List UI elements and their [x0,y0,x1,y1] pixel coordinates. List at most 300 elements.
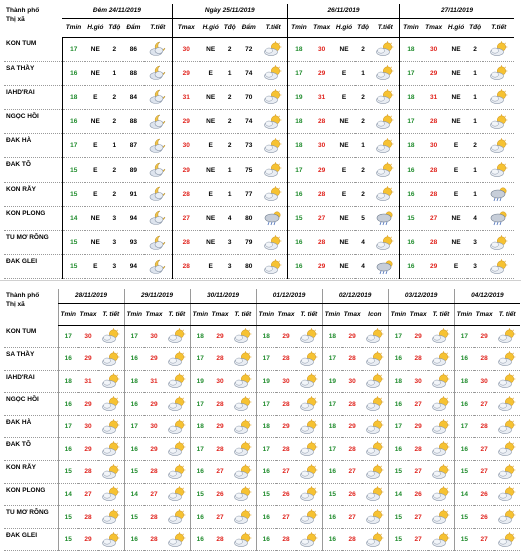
weather-cell [296,528,322,551]
sun-cloud-icon [489,235,509,251]
weather-cell [144,37,172,61]
tmax-value: 29 [84,536,92,544]
tmax-value: 30 [430,45,438,53]
column-header: Tđộ [467,18,484,37]
weather-cell [494,348,520,371]
column-header: Tmax [408,303,428,325]
corner-header: Thành phố Thị xã [6,292,40,308]
weather-cell [362,506,388,529]
tmin-value: 18 [124,370,144,393]
sun-cloud-icon [263,114,283,130]
humidity: 74 [245,69,253,77]
tmin-value: 15 [322,483,342,506]
tmin-value: 16 [388,348,408,371]
weather-cell [371,61,399,85]
tmin-value: 15 [124,461,144,484]
weather-cell [483,110,514,134]
tmax-value: 29 [348,332,356,340]
tmax-value: 29 [84,400,92,408]
humidity: 73 [245,142,253,150]
weather-cell [98,348,124,371]
sun-cloud-icon [101,396,121,412]
tmin-value: 16 [256,506,276,529]
tmax-value: 29 [480,332,488,340]
tmin-value: 16 [287,255,309,279]
column-header: Tmin [58,303,78,325]
weather-cell [483,206,514,230]
tmax-value: 28 [348,445,356,453]
tmax-value: 26 [216,490,224,498]
sun-cloud-icon [497,532,517,548]
city-name: NGỌC HỒI [6,396,39,404]
tmax-value: 28 [480,355,488,363]
tmin-value: 14 [62,206,84,230]
tmin-value: 15 [62,231,84,255]
wind-direction: E [93,263,98,271]
moon-cloud-icon [148,235,168,251]
weather-cell [230,370,256,393]
sun-cloud-icon [299,351,319,367]
sun-cloud-icon [431,419,451,435]
sun-cloud-icon [375,235,395,251]
wind-speed: 2 [112,93,117,101]
table-row [4,348,520,371]
tmin-value: 16 [62,110,84,134]
wind-direction: E [453,142,459,150]
sun-cloud-icon [365,464,385,480]
sun-cloud-icon [497,441,517,457]
sun-cloud-icon [489,65,509,81]
weather-cell [164,461,190,484]
tmax-value: 29 [216,423,224,431]
tmin-value: 17 [256,438,276,461]
sun-cloud-icon [497,486,517,502]
wind-direction: NE [339,263,349,271]
wind-direction: NE [206,166,216,174]
wind-direction: NE [206,239,216,247]
tmax-value: 27 [348,468,356,476]
tmax-value: 29 [318,69,326,77]
table-row [4,393,520,416]
weather-cell [230,528,256,551]
column-header: Tđộ [221,18,238,37]
moon-cloud-icon [148,210,168,226]
tmax-value: 27 [150,490,158,498]
wind-direction: NE [451,45,461,53]
table-row [4,483,520,506]
tmin-value: 16 [287,182,309,206]
tmax-value: 28 [216,355,224,363]
wind-speed: 4 [361,239,365,247]
wind-speed: 3 [112,239,117,247]
forecast-table-near [4,4,514,279]
weather-cell [494,483,520,506]
wind-direction: E [93,142,98,150]
weather-cell [362,325,388,348]
wind-speed: 2 [473,45,477,53]
weather-cell [259,110,287,134]
tmax-value: 28 [318,118,326,126]
city-name: KON TUM [6,40,37,47]
wind-direction: NE [451,118,461,126]
tmin-value: 18 [322,325,342,348]
tmin-value: 16 [399,182,421,206]
sun-cloud-icon [233,328,253,344]
wind-speed: 3 [473,239,477,247]
tmin-value: 17 [454,415,474,438]
column-header: Tđộ [106,18,123,37]
column-header: Tmin [399,18,421,37]
sun-cloud-icon [497,328,517,344]
column-header: T.tiết [483,18,514,37]
wind-speed: 5 [361,214,365,222]
tmax-value: 28 [172,231,200,255]
tmax-value: 30 [318,142,326,150]
tmin-value: 16 [322,506,342,529]
weather-cell [362,483,388,506]
sun-cloud-icon [431,464,451,480]
tmax-value: 27 [348,513,356,521]
weather-cell [259,37,287,61]
tmin-value: 17 [62,37,84,61]
weather-cell [371,110,399,134]
weather-cell [371,158,399,182]
sun-cloud-icon [299,509,319,525]
tmax-value: 28 [318,190,326,198]
table-row [4,461,520,484]
tmax-value: 31 [150,377,158,385]
tmin-value: 18 [190,415,210,438]
tmin-value: 16 [399,231,421,255]
sun-cloud-icon [497,509,517,525]
tmin-value: 16 [58,393,78,416]
tmin-value: 19 [287,85,309,109]
tmax-value: 29 [430,69,438,77]
wind-speed: 1 [473,166,477,174]
wind-direction: E [93,166,98,174]
day-header: 28/11/2019 [58,289,124,303]
sun-cloud-icon [263,162,283,178]
wind-direction: E [341,69,347,77]
city-name: ĐAK GLEI [6,531,38,539]
city-name: NGỌC HỒI [6,113,39,121]
wind-direction: E [341,166,347,174]
sun-cloud-icon [101,328,121,344]
tmax-value: 29 [150,445,158,453]
table-row [4,325,520,348]
tmin-value: 17 [256,393,276,416]
table-row [4,231,514,255]
column-header: Tmin [454,303,474,325]
wind-speed: 2 [227,118,232,126]
tmin-value: 15 [58,461,78,484]
tmin-value: 15 [454,528,474,551]
city-name: KON TUM [6,328,37,335]
tmax-value: 29 [172,158,200,182]
wind-direction: NE [339,214,349,222]
sun-cloud-icon [167,441,187,457]
humidity: 93 [129,239,137,247]
tmin-value: 18 [399,134,421,158]
tmax-value: 29 [318,166,326,174]
sun-cloud-icon [375,41,395,57]
tmin-value: 16 [124,348,144,371]
wind-speed: 4 [361,263,365,271]
weather-cell [164,393,190,416]
weather-cell [371,206,399,230]
wind-speed: 2 [361,190,365,198]
wind-speed: 3 [112,263,117,271]
moon-cloud-icon [148,138,168,154]
sun-cloud-icon [365,351,385,367]
rain-cloud-icon [489,186,509,202]
sun-cloud-icon [375,89,395,105]
weather-cell [494,506,520,529]
wind-speed: 2 [227,142,232,150]
wind-direction: E [208,190,213,198]
tmin-value: 17 [62,134,84,158]
tmax-value: 29 [282,332,290,340]
tmin-value: 15 [388,506,408,529]
tmin-value: 18 [287,134,309,158]
table-row [4,110,514,134]
tmax-value: 27 [414,468,422,476]
tmax-value: 27 [480,445,488,453]
day-header: 26/11/2019 [287,4,399,18]
tmin-value: 15 [124,506,144,529]
sun-cloud-icon [431,509,451,525]
sun-cloud-icon [497,351,517,367]
tmax-value: 28 [172,182,200,206]
tmax-value: 26 [414,490,422,498]
day-header: 03/12/2019 [388,289,454,303]
tmin-value: 18 [399,85,421,109]
tmin-value: 17 [124,415,144,438]
tmin-value: 16 [124,438,144,461]
tmin-value: 17 [287,158,309,182]
city-name: ĐAK TÔ [6,441,31,449]
column-header: Tmin [62,18,84,37]
sun-cloud-icon [489,41,509,57]
weather-cell [362,461,388,484]
sun-cloud-icon [431,351,451,367]
day-header: 27/11/2019 [399,4,514,18]
tmax-value: 31 [318,93,326,101]
sun-cloud-icon [375,65,395,81]
wind-speed: 1 [227,166,232,174]
weather-cell [371,37,399,61]
tmin-value: 16 [124,528,144,551]
city-name: SA THẦY [6,351,35,359]
column-header: Tmax [342,303,362,325]
weather-cell [362,348,388,371]
column-header: T. tiết [98,303,124,325]
tmin-value: 17 [58,415,78,438]
tmax-value: 29 [414,332,422,340]
column-header: Tmax [172,18,200,37]
tmin-value: 17 [454,325,474,348]
sun-cloud-icon [233,351,253,367]
city-name: ĐAK HÀ [6,418,32,426]
table-row [4,61,514,85]
tmin-value: 18 [58,370,78,393]
tmax-value: 28 [216,400,224,408]
tmin-value: 18 [62,85,84,109]
sun-cloud-icon [375,138,395,154]
sun-cloud-icon [299,396,319,412]
tmax-value: 27 [430,214,438,222]
section-divider [0,280,521,281]
humidity: 86 [129,45,137,53]
column-header: Tmin [322,303,342,325]
wind-speed: 3 [227,263,232,271]
tmin-value: 16 [399,255,421,279]
sun-cloud-icon [233,419,253,435]
sun-cloud-icon [233,396,253,412]
tmax-value: 27 [318,214,326,222]
tmax-value: 27 [282,468,290,476]
tmax-value: 28 [282,445,290,453]
wind-direction: NE [90,69,100,77]
tmin-value: 16 [58,348,78,371]
humidity: 80 [245,263,253,271]
tmax-value: 27 [216,468,224,476]
weather-cell [164,370,190,393]
weather-cell [483,134,514,158]
wind-direction: NE [339,45,349,53]
tmin-value: 16 [62,61,84,85]
wind-direction: NE [90,118,100,126]
sun-cloud-icon [489,138,509,154]
column-header: Tmax [474,303,494,325]
column-header: Icon [362,303,388,325]
weather-cell [230,461,256,484]
weather-cell [144,255,172,279]
column-header: T.tiết [371,18,399,37]
tmax-value: 28 [414,445,422,453]
wind-speed: 2 [227,93,232,101]
wind-direction: NE [90,214,100,222]
weather-cell [494,438,520,461]
table-row [4,415,520,438]
tmax-value: 30 [430,142,438,150]
sun-cloud-icon [497,373,517,389]
weather-cell [144,158,172,182]
tmax-value: 26 [480,490,488,498]
tmin-value: 18 [454,370,474,393]
weather-cell [98,483,124,506]
tmax-value: 29 [414,423,422,431]
sun-cloud-icon [167,532,187,548]
weather-cell [164,506,190,529]
city-name: KON PLONG [6,209,46,217]
tmin-value: 16 [454,393,474,416]
weather-cell [371,85,399,109]
tmin-value: 15 [454,461,474,484]
tmin-value: 15 [388,528,408,551]
humidity: 94 [129,263,137,271]
weather-cell [428,393,454,416]
tmax-value: 27 [480,468,488,476]
tmax-value: 30 [318,45,326,53]
tmin-value: 15 [454,506,474,529]
tmin-value: 16 [454,438,474,461]
weather-cell [428,483,454,506]
moon-cloud-icon [148,259,168,275]
weather-cell [144,134,172,158]
wind-speed: 4 [227,214,232,222]
tmin-value: 19 [190,370,210,393]
humidity: 75 [245,166,253,174]
tmin-value: 15 [388,461,408,484]
sun-cloud-icon [101,351,121,367]
weather-cell [144,85,172,109]
wind-direction: E [453,190,459,198]
day-header: Ngày 25/11/2019 [172,4,287,18]
column-header: Tmax [144,303,164,325]
tmin-value: 16 [322,461,342,484]
weather-cell [164,415,190,438]
tmax-value: 28 [216,536,224,544]
tmin-value: 18 [256,325,276,348]
tmax-value: 30 [150,332,158,340]
tmax-value: 27 [480,536,488,544]
humidity: 88 [129,69,137,77]
weather-cell [371,134,399,158]
tmin-value: 15 [62,158,84,182]
tmin-value: 17 [399,110,421,134]
humidity: 72 [245,45,253,53]
weather-cell [296,461,322,484]
weather-cell [494,325,520,348]
tmax-value: 28 [84,468,92,476]
sun-cloud-icon [299,464,319,480]
humidity: 87 [129,142,137,150]
weather-cell [428,506,454,529]
sun-cloud-icon [167,509,187,525]
wind-speed: 2 [112,190,117,198]
tmax-value: 29 [150,400,158,408]
city-name: IAHD'RAI [6,373,35,381]
wind-speed: 1 [473,69,477,77]
weather-cell [296,438,322,461]
table-row [4,134,514,158]
sun-cloud-icon [299,328,319,344]
wind-speed: 2 [112,166,117,174]
tmin-value: 17 [322,348,342,371]
tmin-value: 17 [190,393,210,416]
table-row [4,438,520,461]
tmin-value: 17 [388,415,408,438]
weather-cell [494,461,520,484]
sun-cloud-icon [263,186,283,202]
weather-cell [259,182,287,206]
wind-speed: 3 [112,214,117,222]
sun-cloud-icon [233,464,253,480]
sun-cloud-icon [167,419,187,435]
moon-cloud-icon [148,41,168,57]
tmin-value: 16 [124,393,144,416]
table-row [4,158,514,182]
wind-speed: 2 [361,166,365,174]
weather-cell [371,231,399,255]
column-header: T. tiết [494,303,520,325]
wind-direction: NE [206,93,216,101]
tmax-value: 28 [414,355,422,363]
city-name: KON RẪY [6,185,36,193]
tmax-value: 27 [84,490,92,498]
weather-cell [296,325,322,348]
